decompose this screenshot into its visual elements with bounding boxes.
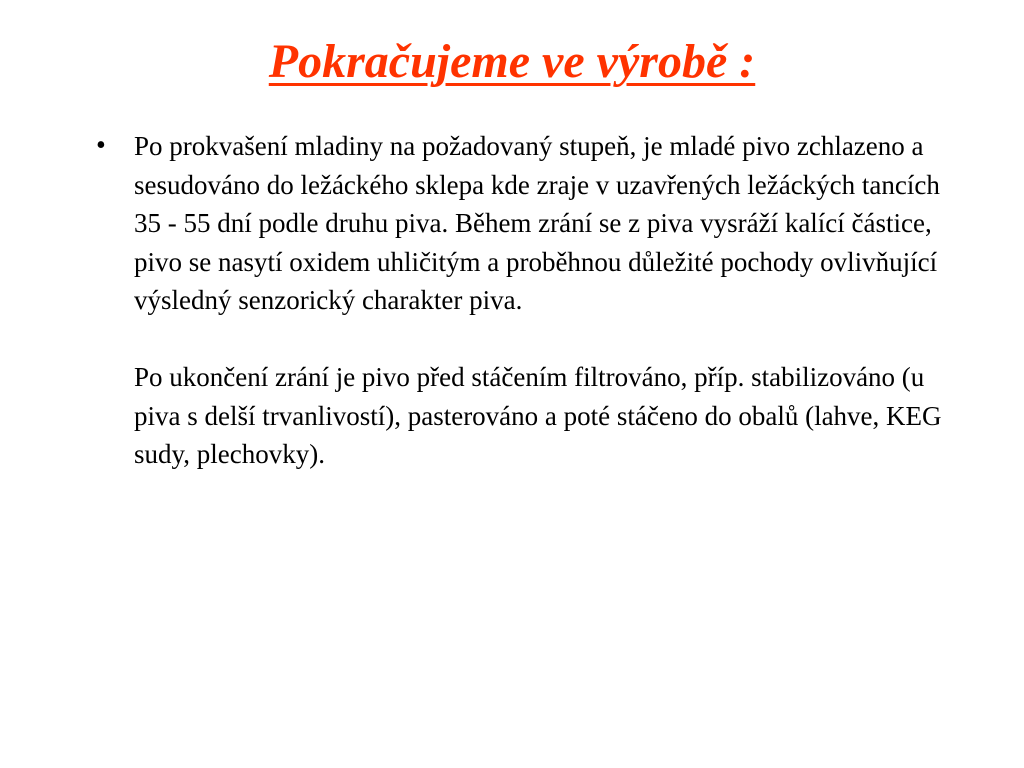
slide-body: [96, 127, 956, 474]
bullet-item: [96, 127, 956, 474]
slide-title: Pokračujeme ve výrobě :: [268, 35, 756, 88]
bullet-marker: •: [96, 130, 106, 161]
paragraph-fermentation: Po prokvašení mladiny na požadovaný stupeň, je mladé pivo zchlazeno a sesudováno do ležáckého sklepa kde zraje v uzavřených ležáckých tancích 35 - 55 dní podle druhu piva. Během zrání se z piva vysráží kalící částice, pivo se nasytí oxidem uhličitým a proběhnou důležité pochody ovlivňující výsledný senzorický charakter piva.: [134, 131, 940, 315]
paragraph-filtration: Po ukončení zrání je pivo před stáčením filtrováno, příp. stabilizováno (u piva s delší trvanlivostí), pasterováno a poté stáčeno do obalů (lahve, KEG sudy, plechovky).: [134, 362, 942, 469]
bullet-text: [134, 127, 956, 474]
